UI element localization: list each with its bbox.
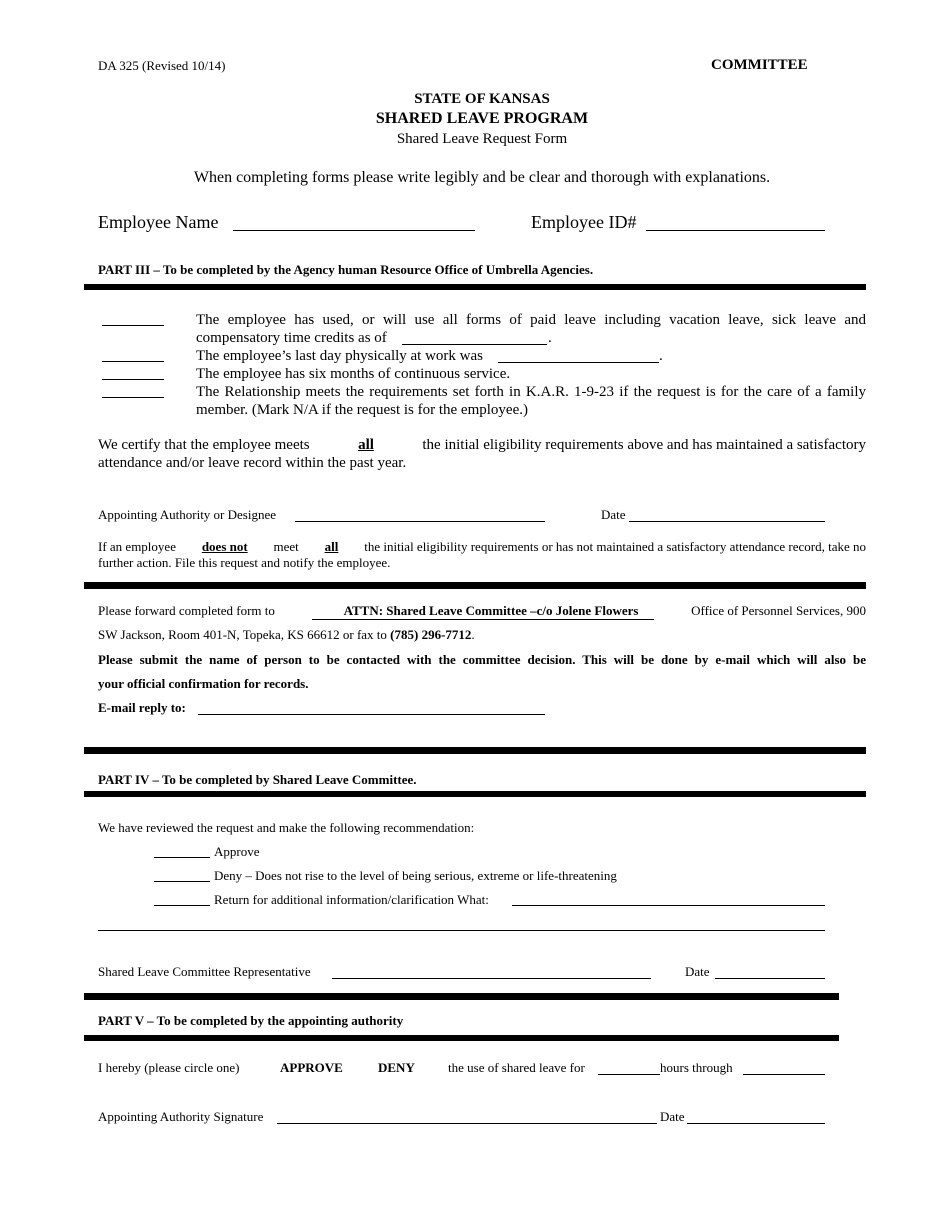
signature-date-label: Date bbox=[660, 1109, 685, 1124]
warn-does-not: does not bbox=[201, 539, 248, 554]
part4-intro: We have reviewed the request and make the following recommendation: bbox=[98, 820, 475, 835]
item4-line1: The Relationship meets the requirements set forth in K.A.R. 1-9-23 if the request is for the care of a family bbox=[196, 384, 866, 400]
period-1: . bbox=[548, 330, 552, 346]
part3-heading: PART III – To be completed by the Agency human Resource Office of Umbrella Agencies. bbox=[98, 262, 594, 277]
form-number: DA 325 (Revised 10/14) bbox=[98, 58, 226, 73]
return-what-field-line2[interactable] bbox=[98, 930, 825, 931]
return-what-field[interactable] bbox=[512, 905, 825, 906]
warning-line2: further action. File this request and notify the employee. bbox=[98, 555, 391, 570]
forward-attn: ATTN: Shared Leave Committee –c/o Jolene Flowers bbox=[312, 603, 655, 620]
approve-choice[interactable]: APPROVE bbox=[280, 1060, 343, 1075]
divider bbox=[84, 582, 866, 589]
part5-heading: PART V – To be completed by the appointing authority bbox=[98, 1013, 404, 1028]
signature-field[interactable] bbox=[277, 1123, 657, 1124]
authority-date-label: Date bbox=[601, 507, 626, 522]
forward-prefix: Please forward completed form to bbox=[98, 603, 275, 618]
period-2: . bbox=[659, 348, 663, 364]
through-date-field[interactable] bbox=[743, 1074, 825, 1075]
rep-signature-field[interactable] bbox=[332, 978, 651, 979]
instructions: When completing forms please write legibly and be clear and thorough with explanations. bbox=[193, 169, 771, 186]
divider bbox=[84, 993, 839, 1000]
authority-signature-field[interactable] bbox=[295, 521, 545, 522]
forward-suffix: Office of Personnel Services, 900 bbox=[691, 603, 866, 618]
employee-name-field[interactable] bbox=[233, 230, 475, 231]
item3: The employee has six months of continuous service. bbox=[196, 366, 511, 382]
certify-text-b: the initial eligibility requirements above and has maintained a satisfactory bbox=[422, 437, 866, 453]
warn-text-a: If an employee bbox=[98, 539, 176, 554]
employee-id-field[interactable] bbox=[646, 230, 825, 231]
forward-line1 bbox=[98, 603, 866, 620]
part4-heading: PART IV – To be completed by Shared Leave Committee. bbox=[98, 772, 417, 787]
rep-date-field[interactable] bbox=[715, 978, 825, 979]
check-blank-2[interactable] bbox=[102, 361, 164, 362]
notice-line1: Please submit the name of person to be contacted with the committee decision. This will be done by e-mail which will also be bbox=[98, 652, 866, 667]
divider bbox=[84, 791, 866, 797]
credits-date-field[interactable] bbox=[402, 344, 547, 345]
check-blank-1[interactable] bbox=[102, 325, 164, 326]
forward-line2: SW Jackson, Room 401-N, Topeka, KS 66612 or fax to (785) 296-7712. bbox=[98, 627, 475, 642]
divider bbox=[84, 284, 866, 290]
item1-line2: compensatory time credits as of bbox=[196, 330, 387, 346]
warn-text-c: the initial eligibility requirements or has not maintained a satisfactory attendance record, take no bbox=[364, 539, 866, 554]
divider bbox=[84, 747, 866, 754]
option-return: Return for additional information/clarification What: bbox=[214, 892, 489, 907]
certify-line1 bbox=[98, 437, 866, 454]
committee-label: COMMITTEE bbox=[711, 57, 808, 73]
deny-blank[interactable] bbox=[154, 881, 210, 882]
certify-text-a: We certify that the employee meets bbox=[98, 437, 310, 453]
item1-line1: The employee has used, or will use all forms of paid leave including vacation leave, sick leave and bbox=[196, 312, 866, 328]
authority-date-field[interactable] bbox=[629, 521, 825, 522]
certify-all: all bbox=[358, 437, 374, 453]
notice-line2: your official confirmation for records. bbox=[98, 676, 309, 691]
deny-choice[interactable]: DENY bbox=[378, 1060, 415, 1075]
option-deny: Deny – Does not rise to the level of being serious, extreme or life-threatening bbox=[214, 868, 617, 883]
employee-name-label: Employee Name bbox=[98, 212, 219, 232]
item2: The employee’s last day physically at work was bbox=[196, 348, 484, 364]
authority-label: Appointing Authority or Designee bbox=[98, 507, 277, 522]
employee-id-label: Employee ID# bbox=[531, 212, 637, 232]
item4-line2: member. (Mark N/A if the request is for the employee.) bbox=[196, 402, 528, 418]
check-blank-4[interactable] bbox=[102, 397, 164, 398]
return-blank[interactable] bbox=[154, 905, 210, 906]
warning-line1 bbox=[98, 539, 866, 555]
signature-date-field[interactable] bbox=[687, 1123, 825, 1124]
approve-blank[interactable] bbox=[154, 857, 210, 858]
forward-fax: (785) 296-7712 bbox=[390, 627, 472, 642]
hours-through-label: hours through bbox=[660, 1060, 733, 1075]
forward-address: SW Jackson, Room 401-N, Topeka, KS 66612 or fax to bbox=[98, 627, 387, 642]
rep-label: Shared Leave Committee Representative bbox=[98, 964, 311, 979]
use-of-label: the use of shared leave for bbox=[448, 1060, 585, 1075]
certify-line2: attendance and/or leave record within the past year. bbox=[98, 455, 407, 471]
hours-field[interactable] bbox=[598, 1074, 660, 1075]
email-label: E-mail reply to: bbox=[98, 700, 186, 715]
warn-all: all bbox=[324, 539, 339, 554]
title-state: STATE OF KANSAS bbox=[414, 91, 550, 107]
title-form: Shared Leave Request Form bbox=[396, 131, 568, 147]
email-field[interactable] bbox=[198, 714, 545, 715]
signature-label: Appointing Authority Signature bbox=[98, 1109, 264, 1124]
option-approve: Approve bbox=[214, 844, 260, 859]
rep-date-label: Date bbox=[685, 964, 710, 979]
hereby-label: I hereby (please circle one) bbox=[98, 1060, 240, 1075]
title-program: SHARED LEAVE PROGRAM bbox=[375, 110, 589, 127]
check-blank-3[interactable] bbox=[102, 379, 164, 380]
divider bbox=[84, 1035, 839, 1041]
last-day-field[interactable] bbox=[498, 362, 659, 363]
warn-text-b: meet bbox=[273, 539, 299, 554]
